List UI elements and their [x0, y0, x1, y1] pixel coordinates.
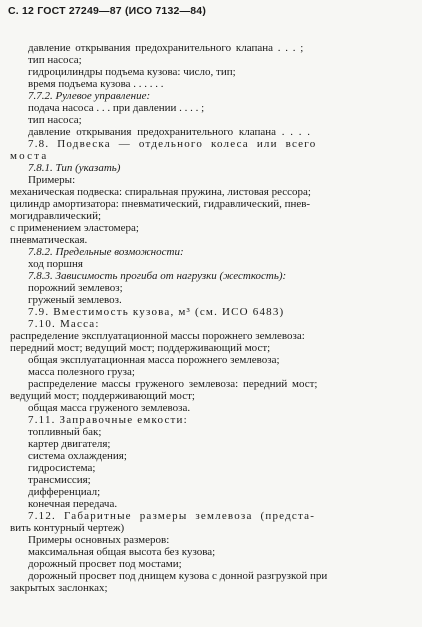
text-line: время подъема кузова . . . . . .: [28, 78, 164, 90]
text-line: масса полезного груза;: [28, 366, 135, 378]
text-line: гидроцилиндры подъема кузова: число, тип;: [28, 66, 236, 78]
text-line: дорожный просвет под мостами;: [28, 558, 182, 570]
section-heading: 7.9. Вместимость кузова, м³ (см. ИСО 6483): [28, 306, 285, 318]
section-heading: моста: [10, 150, 49, 162]
text-line: трансмиссия;: [28, 474, 91, 486]
text-line: тип насоса;: [28, 54, 82, 66]
text-line: вить контурный чертеж): [10, 522, 125, 534]
text-line: дифференциал;: [28, 486, 101, 498]
text-line: ведущий мост; поддерживающий мост;: [10, 390, 195, 402]
text-line: Примеры:: [28, 174, 76, 186]
section-heading: 7.8.2. Предельные возможности:: [28, 246, 184, 258]
section-heading: 7.8.3. Зависимость прогиба от нагрузки (жесткость):: [28, 270, 287, 282]
text-line: механическая подвеска: спиральная пружина, листовая рессора;: [10, 186, 311, 198]
page-header: С. 12 ГОСТ 27249—87 (ИСО 7132—84): [8, 5, 207, 17]
text-line: пневматическая.: [10, 234, 88, 246]
section-heading: 7.7.2. Рулевое управление:: [28, 90, 151, 102]
text-line: общая эксплуатационная масса порожнего землевоза;: [28, 354, 280, 366]
text-line: картер двигателя;: [28, 438, 111, 450]
text-line: давление открывания предохранительного клапана . . . ;: [28, 42, 304, 54]
text-line: общая масса груженого землевоза.: [28, 402, 191, 414]
text-line: подача насоса . . . при давлении . . . . ;: [28, 102, 205, 114]
text-line: конечная передача.: [28, 498, 118, 510]
section-heading: 7.8.1. Тип (указать): [28, 162, 121, 174]
text-line: распределение эксплуатационной массы порожнего землевоза:: [10, 330, 305, 342]
text-line: система охлаждения;: [28, 450, 127, 462]
text-line: с применением эластомера;: [10, 222, 139, 234]
text-line: максимальная общая высота без кузова;: [28, 546, 216, 558]
text-line: порожний землевоз;: [28, 282, 123, 294]
section-heading: 7.11. Заправочные емкости:: [28, 414, 188, 426]
text-line: передний мост; ведущий мост; поддерживающий мост;: [10, 342, 271, 354]
text-line: распределение массы груженого землевоза: передний мост;: [28, 378, 318, 390]
text-line: гидросистема;: [28, 462, 96, 474]
text-line: топливный бак;: [28, 426, 102, 438]
text-line: Примеры основных размеров:: [28, 534, 170, 546]
text-line: цилиндр амортизатора: пневматический, гидравлический, пнев-: [10, 198, 311, 210]
section-heading: 7.10. Масса:: [28, 318, 100, 330]
text-line: давление открывания предохранительного клапана . . . .: [28, 126, 310, 138]
text-line: груженый землевоз.: [28, 294, 122, 306]
text-line: закрытых заслонках;: [10, 582, 108, 594]
text-line: дорожный просвет под днищем кузова с донной разгрузкой при: [28, 570, 328, 582]
text-line: могидравлический;: [10, 210, 102, 222]
text-line: ход поршня: [28, 258, 83, 270]
section-heading: 7.12. Габаритные размеры землевоза (предста-: [28, 510, 316, 522]
text-line: тип насоса;: [28, 114, 82, 126]
section-heading: 7.8. Подвеска — отдельного колеса или всего: [28, 138, 317, 150]
